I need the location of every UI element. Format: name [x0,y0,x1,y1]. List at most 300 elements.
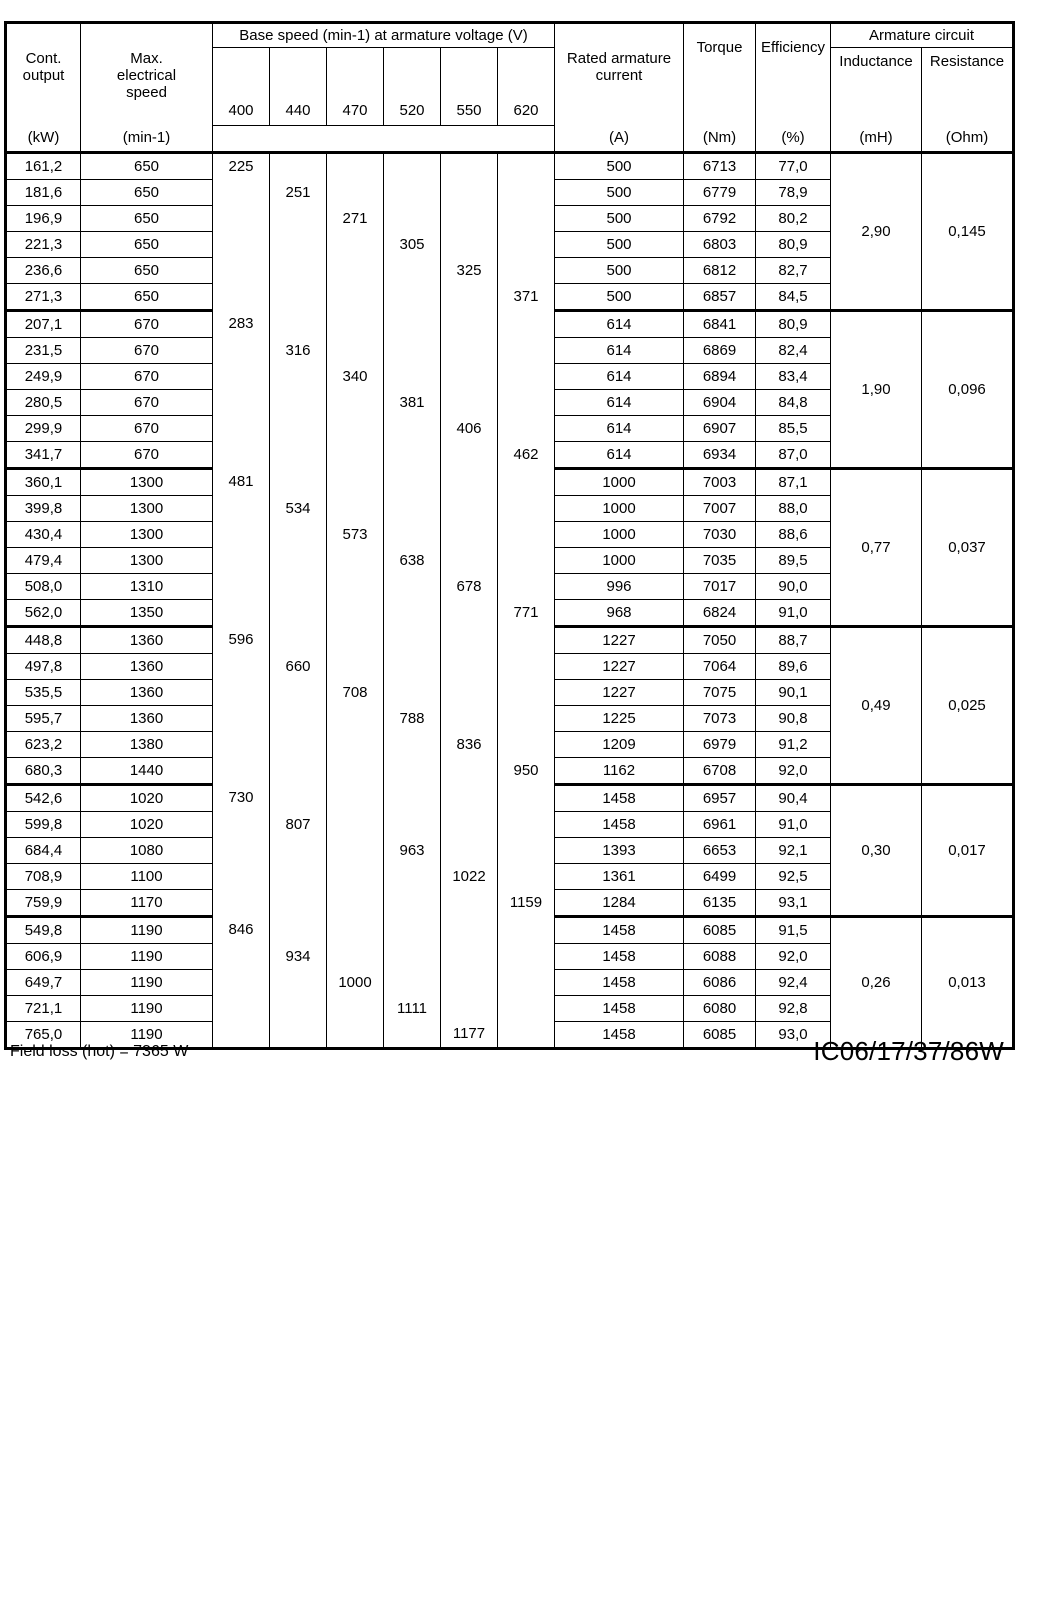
cell-max-speed: 1080 [81,837,213,863]
cell-base-speed-empty [441,653,498,679]
cell-base-speed-empty [498,916,555,943]
cell-base-speed-empty [498,257,555,283]
cell-cont-output: 708,9 [6,863,81,889]
cell-base-speed-empty [384,969,441,995]
cell-max-speed: 650 [81,231,213,257]
cell-inductance: 0,26 [831,916,922,1048]
cell-base-speed-empty [384,731,441,757]
cell-base-speed-empty [270,283,327,310]
cell-base-speed: 1022 [441,863,498,889]
cell-torque: 6088 [684,943,756,969]
header-voltage-470: 470 [327,48,384,126]
cell-base-speed-empty [498,205,555,231]
cell-base-speed: 934 [270,943,327,969]
cell-base-speed-empty [498,337,555,363]
cell-base-speed-empty [270,837,327,863]
cell-cont-output: 399,8 [6,495,81,521]
cell-max-speed: 1300 [81,521,213,547]
cell-base-speed-empty [327,441,384,468]
unit-torque: (Nm) [684,125,756,152]
cell-efficiency: 92,4 [756,969,831,995]
header-voltage-550: 550 [441,48,498,126]
cell-resistance: 0,096 [922,310,1014,468]
cell-rated-current: 1209 [555,731,684,757]
cell-base-speed-empty [327,943,384,969]
cell-base-speed-empty [270,1021,327,1048]
cell-torque: 6080 [684,995,756,1021]
cell-rated-current: 1227 [555,679,684,705]
cell-torque: 7007 [684,495,756,521]
unit-resistance: (Ohm) [922,125,1014,152]
cell-efficiency: 90,1 [756,679,831,705]
cell-base-speed-empty [384,363,441,389]
cell-base-speed-empty [441,916,498,943]
cell-base-speed-empty [213,337,270,363]
cell-torque: 6961 [684,811,756,837]
cell-torque: 6085 [684,1021,756,1048]
cell-base-speed-empty [498,231,555,257]
cell-rated-current: 614 [555,310,684,337]
cell-rated-current: 500 [555,152,684,179]
motor-data-table [4,21,1015,1050]
cell-base-speed: 963 [384,837,441,863]
cell-rated-current: 1227 [555,626,684,653]
cell-max-speed: 1190 [81,969,213,995]
cell-efficiency: 93,0 [756,1021,831,1048]
cell-rated-current: 1458 [555,916,684,943]
cell-base-speed-empty [441,757,498,784]
header-inductance: Inductance [831,48,922,126]
cell-rated-current: 614 [555,415,684,441]
cell-base-speed-empty [327,495,384,521]
cell-base-speed-empty [270,626,327,653]
cell-base-speed-empty [441,389,498,415]
cell-base-speed-empty [270,389,327,415]
cell-base-speed-empty [270,363,327,389]
cell-base-speed-empty [384,626,441,653]
cell-base-speed-empty [213,943,270,969]
table-row [6,468,1014,495]
cell-base-speed: 771 [498,599,555,626]
cell-base-speed-empty [498,363,555,389]
cell-base-speed-empty [213,573,270,599]
cell-base-speed-empty [498,468,555,495]
cell-base-speed-empty [270,916,327,943]
cell-efficiency: 88,7 [756,626,831,653]
cell-base-speed-empty [327,889,384,916]
cell-base-speed-empty [213,415,270,441]
cell-base-speed-empty [270,573,327,599]
cell-base-speed-empty [498,547,555,573]
cell-base-speed-empty [213,757,270,784]
cell-base-speed-empty [498,784,555,811]
cell-base-speed-empty [270,995,327,1021]
cell-efficiency: 84,5 [756,283,831,310]
cell-max-speed: 650 [81,205,213,231]
cell-base-speed-empty [441,547,498,573]
cell-base-speed-empty [213,653,270,679]
cell-cont-output: 680,3 [6,757,81,784]
cell-efficiency: 91,2 [756,731,831,757]
cell-rated-current: 500 [555,205,684,231]
cell-resistance: 0,037 [922,468,1014,626]
cell-base-speed-empty [327,916,384,943]
cell-base-speed-empty [384,468,441,495]
cell-cont-output: 599,8 [6,811,81,837]
cell-efficiency: 80,2 [756,205,831,231]
cell-base-speed: 678 [441,573,498,599]
cell-efficiency: 83,4 [756,363,831,389]
cell-resistance: 0,145 [922,152,1014,310]
cell-efficiency: 92,1 [756,837,831,863]
cell-base-speed: 1159 [498,889,555,916]
cell-base-speed-empty [327,389,384,415]
cell-base-speed-empty [327,283,384,310]
cell-base-speed-empty [270,969,327,995]
cell-base-speed-empty [327,337,384,363]
cell-base-speed-empty [384,811,441,837]
cell-base-speed: 462 [498,441,555,468]
cell-max-speed: 1300 [81,495,213,521]
table-row [6,152,1014,179]
cell-torque: 6957 [684,784,756,811]
cell-base-speed-empty [384,152,441,179]
cell-max-speed: 1190 [81,1021,213,1048]
cell-base-speed: 305 [384,231,441,257]
field-loss-note: Field loss (hot) = 7365 W [10,1043,189,1060]
cell-base-speed-empty [327,468,384,495]
header-voltage-440: 440 [270,48,327,126]
cell-cont-output: 207,1 [6,310,81,337]
cell-max-speed: 1020 [81,784,213,811]
unit-cont-output: (kW) [6,125,81,152]
cell-base-speed-empty [213,389,270,415]
cell-rated-current: 614 [555,389,684,415]
cell-max-speed: 650 [81,257,213,283]
cell-base-speed-empty [441,837,498,863]
cell-max-speed: 1440 [81,757,213,784]
cell-efficiency: 89,6 [756,653,831,679]
cell-torque: 6085 [684,916,756,943]
cell-base-speed-empty [270,468,327,495]
cell-base-speed-empty [441,205,498,231]
cell-max-speed: 1190 [81,995,213,1021]
cell-base-speed: 316 [270,337,327,363]
cell-torque: 6812 [684,257,756,283]
cell-efficiency: 82,7 [756,257,831,283]
cell-rated-current: 614 [555,337,684,363]
cell-base-speed-empty [384,653,441,679]
cell-base-speed-empty [498,495,555,521]
cell-base-speed: 271 [327,205,384,231]
cell-rated-current: 1458 [555,811,684,837]
cell-torque: 6907 [684,415,756,441]
cell-base-speed-empty [213,679,270,705]
cell-base-speed-empty [213,179,270,205]
cell-torque: 7003 [684,468,756,495]
cell-base-speed-empty [384,495,441,521]
cell-base-speed-empty [327,731,384,757]
cell-efficiency: 87,0 [756,441,831,468]
cell-cont-output: 221,3 [6,231,81,257]
cell-rated-current: 1225 [555,705,684,731]
cell-base-speed-empty [498,679,555,705]
cell-base-speed-empty [327,257,384,283]
cell-torque: 6894 [684,363,756,389]
cell-max-speed: 1350 [81,599,213,626]
cell-efficiency: 92,0 [756,757,831,784]
cell-cont-output: 649,7 [6,969,81,995]
cell-efficiency: 90,0 [756,573,831,599]
cell-efficiency: 82,4 [756,337,831,363]
cell-efficiency: 85,5 [756,415,831,441]
cell-base-speed-empty [213,495,270,521]
cell-torque: 6841 [684,310,756,337]
cell-base-speed-empty [327,415,384,441]
cell-base-speed-empty [327,705,384,731]
cell-base-speed-empty [270,889,327,916]
cell-rated-current: 1458 [555,784,684,811]
cell-base-speed-empty [498,837,555,863]
cell-torque: 6779 [684,179,756,205]
cell-base-speed-empty [213,231,270,257]
table-row [6,916,1014,943]
cell-base-speed-empty [441,441,498,468]
cell-max-speed: 1190 [81,943,213,969]
cell-base-speed-empty [441,337,498,363]
cell-base-speed-empty [327,1021,384,1048]
cell-efficiency: 78,9 [756,179,831,205]
cell-base-speed-empty [270,257,327,283]
cell-base-speed-empty [498,310,555,337]
cell-efficiency: 88,0 [756,495,831,521]
cell-base-speed-empty [270,599,327,626]
cell-rated-current: 614 [555,363,684,389]
cell-efficiency: 88,6 [756,521,831,547]
cell-rated-current: 500 [555,231,684,257]
cell-base-speed-empty [327,837,384,863]
cell-cont-output: 623,2 [6,731,81,757]
cell-base-speed-empty [441,179,498,205]
cell-base-speed: 481 [213,468,270,495]
cell-base-speed-empty [384,679,441,705]
cell-base-speed-empty [441,626,498,653]
cell-base-speed-empty [327,599,384,626]
cell-max-speed: 670 [81,363,213,389]
cell-base-speed-empty [441,495,498,521]
cell-torque: 6934 [684,441,756,468]
cell-inductance: 2,90 [831,152,922,310]
cell-cont-output: 280,5 [6,389,81,415]
cell-base-speed-empty [384,573,441,599]
cell-base-speed-empty [327,152,384,179]
cell-base-speed-empty [213,837,270,863]
cell-base-speed-empty [498,863,555,889]
cell-max-speed: 1360 [81,705,213,731]
cell-rated-current: 1000 [555,468,684,495]
cell-max-speed: 650 [81,283,213,310]
cell-base-speed-empty [384,784,441,811]
cell-base-speed: 371 [498,283,555,310]
header-base-speed: Base speed (min-1) at armature voltage (V) [213,23,555,48]
cell-efficiency: 84,8 [756,389,831,415]
cell-base-speed-empty [327,547,384,573]
cell-inductance: 0,77 [831,468,922,626]
cell-base-speed-empty [441,784,498,811]
cell-cont-output: 595,7 [6,705,81,731]
cell-efficiency: 91,5 [756,916,831,943]
cell-base-speed-empty [270,152,327,179]
cell-base-speed-empty [327,863,384,889]
cell-efficiency: 90,4 [756,784,831,811]
cell-torque: 6857 [684,283,756,310]
cell-cont-output: 181,6 [6,179,81,205]
cell-base-speed-empty [270,521,327,547]
cell-base-speed-empty [213,599,270,626]
unit-base-speed-blank [213,125,555,152]
cell-base-speed-empty [384,1021,441,1048]
cell-rated-current: 1361 [555,863,684,889]
cell-base-speed: 406 [441,415,498,441]
cell-base-speed-empty [384,521,441,547]
cell-torque: 6708 [684,757,756,784]
cell-inductance: 1,90 [831,310,922,468]
cell-base-speed-empty [441,943,498,969]
cell-base-speed-empty [384,599,441,626]
cell-base-speed: 1111 [384,995,441,1021]
cell-base-speed-empty [213,811,270,837]
cell-base-speed-empty [270,415,327,441]
cell-max-speed: 670 [81,441,213,468]
cell-base-speed: 534 [270,495,327,521]
cell-base-speed-empty [384,337,441,363]
cell-torque: 7030 [684,521,756,547]
cell-base-speed-empty [270,705,327,731]
cell-base-speed-empty [213,995,270,1021]
cell-base-speed: 573 [327,521,384,547]
cell-base-speed-empty [441,231,498,257]
cell-base-speed: 251 [270,179,327,205]
cell-cont-output: 231,5 [6,337,81,363]
cell-torque: 6979 [684,731,756,757]
cell-base-speed-empty [384,943,441,969]
cell-cont-output: 271,3 [6,283,81,310]
cell-cont-output: 542,6 [6,784,81,811]
cell-cont-output: 721,1 [6,995,81,1021]
cell-base-speed-empty [270,784,327,811]
cell-base-speed-empty [498,152,555,179]
table-body [6,152,1014,1048]
cell-base-speed-empty [270,441,327,468]
cell-efficiency: 87,1 [756,468,831,495]
cell-max-speed: 650 [81,179,213,205]
cell-rated-current: 500 [555,257,684,283]
cell-max-speed: 1360 [81,653,213,679]
cell-base-speed: 325 [441,257,498,283]
header-voltage-520: 520 [384,48,441,126]
cell-base-speed-empty [498,705,555,731]
cell-cont-output: 249,9 [6,363,81,389]
cell-base-speed-empty [327,653,384,679]
cell-base-speed-empty [384,310,441,337]
cell-rated-current: 1458 [555,943,684,969]
cell-base-speed-empty [213,521,270,547]
cell-base-speed-empty [441,679,498,705]
cell-torque: 6135 [684,889,756,916]
cell-base-speed-empty [213,889,270,916]
cell-cont-output: 562,0 [6,599,81,626]
cell-base-speed: 283 [213,310,270,337]
cell-base-speed-empty [213,547,270,573]
table-row [6,626,1014,653]
cell-base-speed-empty [384,757,441,784]
cell-base-speed-empty [270,679,327,705]
cell-base-speed-empty [270,547,327,573]
cell-base-speed-empty [270,731,327,757]
cell-base-speed-empty [441,152,498,179]
cell-base-speed-empty [327,573,384,599]
cell-base-speed-empty [498,389,555,415]
cell-rated-current: 1458 [555,995,684,1021]
cell-base-speed-empty [270,205,327,231]
header-torque: Torque [684,23,756,126]
cell-base-speed: 788 [384,705,441,731]
cell-base-speed-empty [327,231,384,257]
cell-base-speed-empty [441,889,498,916]
cell-torque: 7050 [684,626,756,653]
cell-base-speed: 596 [213,626,270,653]
cell-cont-output: 360,1 [6,468,81,495]
cell-base-speed-empty [270,231,327,257]
cell-base-speed-empty [213,1021,270,1048]
cell-efficiency: 77,0 [756,152,831,179]
header-efficiency: Efficiency [756,23,831,126]
cell-rated-current: 1458 [555,969,684,995]
header-cont-output: Cont. output [6,23,81,126]
cell-torque: 6803 [684,231,756,257]
cell-base-speed-empty [213,257,270,283]
cell-cont-output: 161,2 [6,152,81,179]
cell-base-speed-empty [384,441,441,468]
cell-base-speed-empty [441,995,498,1021]
cell-rated-current: 1458 [555,1021,684,1048]
cell-base-speed-empty [384,283,441,310]
cell-base-speed-empty [441,599,498,626]
cell-base-speed: 807 [270,811,327,837]
cell-cont-output: 759,9 [6,889,81,916]
header-voltage-620: 620 [498,48,555,126]
cell-base-speed-empty [384,257,441,283]
cell-cont-output: 196,9 [6,205,81,231]
cell-base-speed-empty [213,283,270,310]
cell-torque: 6824 [684,599,756,626]
cell-max-speed: 1170 [81,889,213,916]
cell-torque: 6904 [684,389,756,415]
cell-base-speed-empty [498,995,555,1021]
cell-base-speed-empty [498,179,555,205]
cell-torque: 7075 [684,679,756,705]
cell-base-speed-empty [327,179,384,205]
cell-efficiency: 89,5 [756,547,831,573]
cell-base-speed-empty [498,653,555,679]
cell-base-speed-empty [384,916,441,943]
cell-cont-output: 508,0 [6,573,81,599]
cell-base-speed-empty [441,283,498,310]
cell-efficiency: 93,1 [756,889,831,916]
cell-cont-output: 684,4 [6,837,81,863]
cell-cont-output: 430,4 [6,521,81,547]
cell-rated-current: 1162 [555,757,684,784]
